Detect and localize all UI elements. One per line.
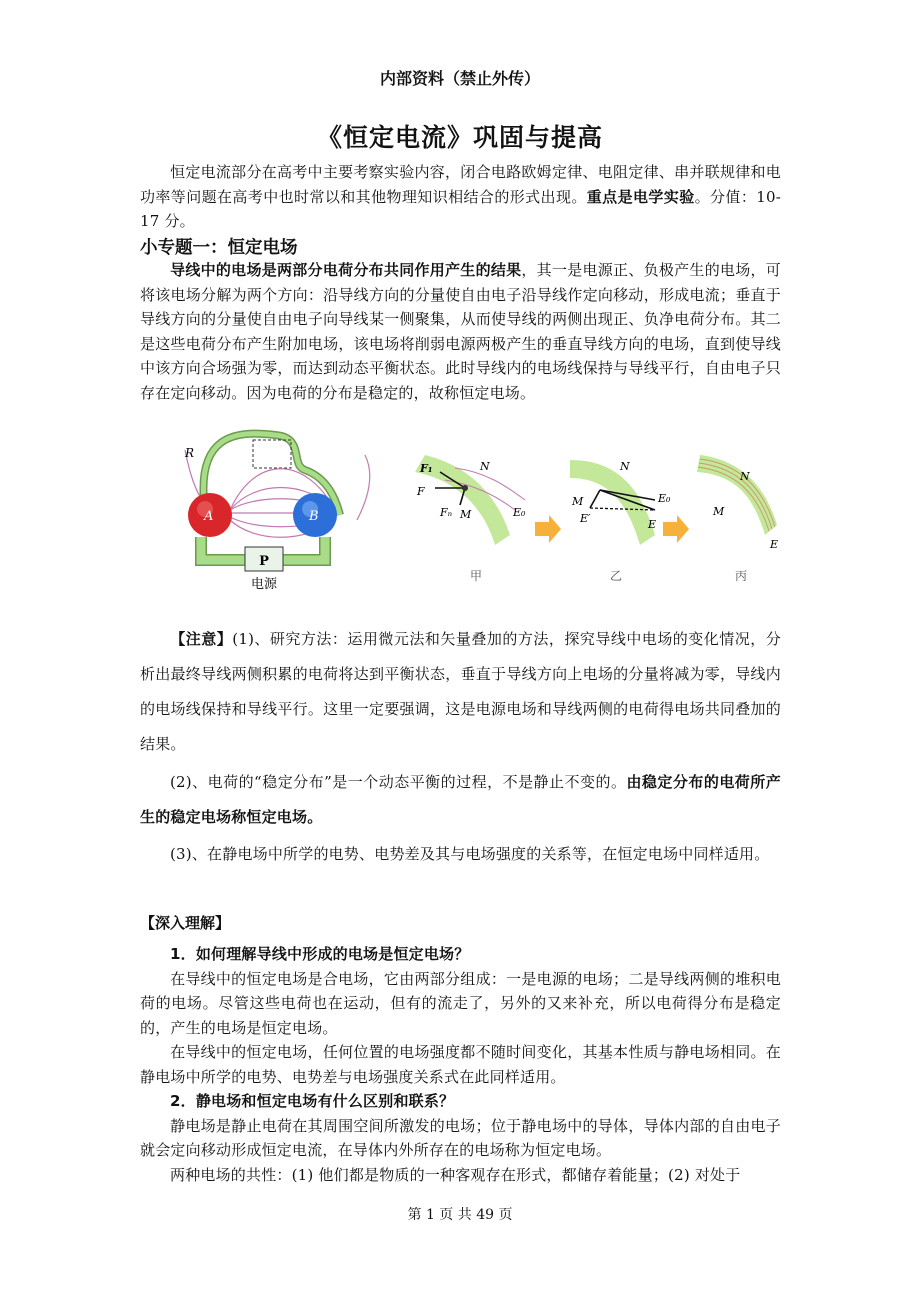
svg-text:M: M	[713, 505, 725, 518]
note-1-text: (1)、研究方法：运用微元法和矢量叠加的方法，探究导线中电场的变化情况，分析出最终导线两侧积累的电荷将达到平衡状态，垂直于导线方向上电场的分量将减为零，导线内的电场线保持和导线平行。这里一定要强调，这是电源电场和导线两侧的电荷得电场共同叠加的结果。	[140, 630, 781, 753]
svg-text:M: M	[460, 508, 472, 521]
svg-text:N: N	[620, 460, 630, 473]
question-2-heading: 2．静电场和恒定电场有什么区别和联系？	[170, 1092, 455, 1110]
question-1-heading: 1．如何理解导线中形成的电场是恒定电场？	[170, 945, 470, 963]
note-2	[140, 765, 781, 835]
svg-text:R: R	[185, 446, 195, 460]
figure-constant-field	[175, 425, 790, 595]
note-3-text: (3)、在静电场中所学的电势、电势差及其与电场强度的关系等，在恒定电场中同样适用。	[170, 845, 770, 863]
note-1	[140, 622, 781, 762]
deep-understanding-heading: 【深入理解】	[140, 914, 231, 932]
svg-text:乙: 乙	[610, 569, 623, 583]
intro-paragraph	[140, 160, 781, 234]
svg-text:N: N	[740, 470, 750, 483]
question-1-answer-1: 在导线中的恒定电场是合电场，它由两部分组成：一是电源的电场；二是导线两侧的堆积电荷的电场。尽管这些电荷也在运动，但有的流走了，另外的又来补充，所以电荷得分布是稳定的，产生的电场是恒定电场。	[140, 969, 781, 1037]
note-2-text: (2)、电荷的“稳定分布”是一个动态平衡的过程，不是静止不变的。	[170, 773, 627, 791]
svg-text:甲: 甲	[470, 569, 483, 583]
svg-text:F: F	[417, 485, 425, 498]
physics-diagram	[175, 425, 790, 595]
svg-text:丙: 丙	[735, 569, 748, 583]
question-1-answer-2: 在导线中的恒定电场，任何位置的电场强度都不随时间变化，其基本性质与静电场相同。在静电场中所学的电势、电势差与电场强度关系式在此同样适用。	[140, 1043, 781, 1086]
document-title: 《恒定电流》巩固与提高	[316, 123, 603, 152]
circuit-diagram	[184, 434, 370, 592]
panel-bing	[697, 455, 778, 583]
svg-text:M: M	[572, 495, 584, 508]
section1-paragraph	[140, 258, 781, 405]
intro-emphasis: 重点是电学实验	[586, 187, 695, 206]
svg-text:E′: E′	[580, 512, 591, 525]
svg-text:N: N	[480, 460, 490, 473]
svg-text:电源: 电源	[250, 577, 278, 592]
intro-text: 恒定电流部分在高考中主要考察实验内容，闭合电路欧姆定律、电阻定律、串并联规律和电功率等问题在高考中也时常以和其他物理知识相结合的形式出现。	[140, 163, 781, 206]
svg-text:E₀: E₀	[658, 492, 671, 505]
panel-yi	[570, 460, 671, 583]
question-2-answer-1: 静电场是静止电荷在其周围空间所激发的电场；位于静电场中的导体，导体内部的自由电子就会定向移动形成恒定电流，在导体内外所存在的电场称为恒定电场。	[140, 1116, 781, 1159]
intro-text-end: 。分值：10-17 分。	[140, 187, 781, 230]
svg-text:E: E	[648, 518, 657, 531]
question-1-block	[140, 942, 781, 1187]
svg-text:A: A	[204, 509, 214, 524]
note-3	[140, 837, 781, 872]
section1-emphasis: 导线中的电场是两部分电荷分布共同作用产生的结果	[170, 261, 522, 279]
section-heading-1: 小专题一：恒定电场	[140, 238, 298, 258]
svg-text:E₀: E₀	[513, 506, 526, 519]
panel-jia	[415, 455, 526, 583]
svg-text:P: P	[259, 554, 269, 569]
note-2-emphasis: 由稳定分布的电荷所产生的稳定电场称恒定电场。	[140, 773, 781, 826]
svg-text:E: E	[770, 538, 779, 551]
page-footer: 第 1 页 共 49 页	[407, 1207, 513, 1223]
svg-text:B: B	[309, 509, 319, 524]
svg-text:Fₙ: Fₙ	[440, 506, 453, 519]
question-2-answer-2: 两种电场的共性：(1) 他们都是物质的一种客观存在形式，都储存着能量；(2) 对处于	[170, 1165, 741, 1184]
section1-text: ，其一是电源正、负极产生的电场，可将该电场分解为两个方向：沿导线方向的分量使自由电子沿导线作定向移动，形成电流；垂直于导线方向的分量使自由电子向导线某一侧聚集，从而使导线的两侧出现正、负净电荷分布。其二是这些电荷分布产生附加电场，该电场将削弱电源两极产生的垂直导线方向的电场，直到使导线中该方向合场强为零，而达到动态平衡状态。此时导线内的电场线保持与导线平行，自由电子只存在定向移动。因为电荷的分布是稳定的，故称恒定电场。	[140, 261, 782, 402]
page-header: 内部资料（禁止外传）	[379, 69, 540, 88]
note-label: 【注意】	[170, 630, 233, 648]
svg-text:F₁: F₁	[420, 462, 433, 475]
